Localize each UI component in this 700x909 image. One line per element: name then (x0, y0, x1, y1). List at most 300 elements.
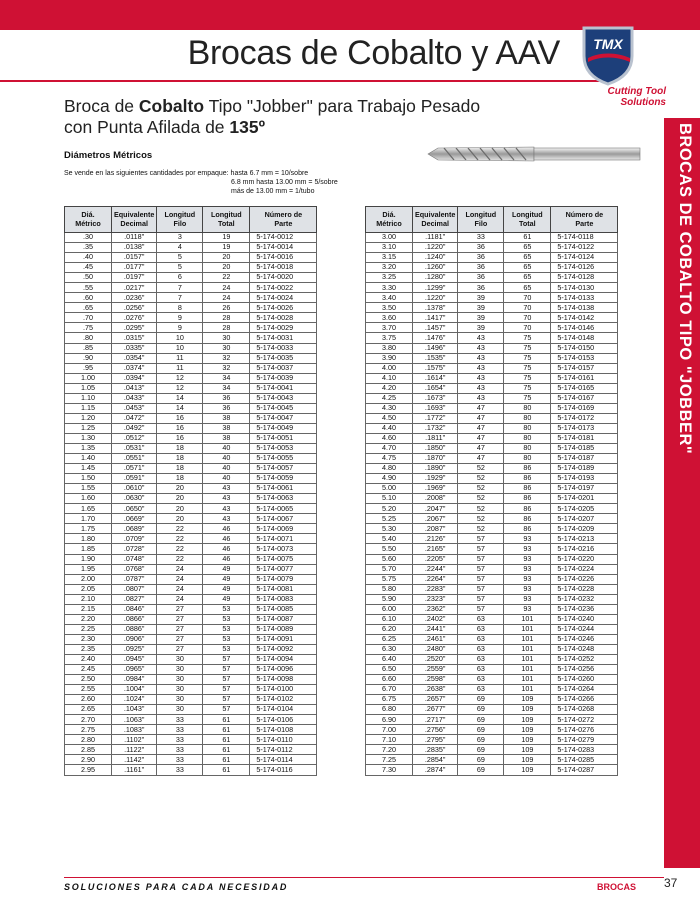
table-cell: 5-174-0161 (551, 373, 618, 383)
table-cell: 5-174-0272 (551, 715, 618, 725)
table-cell: 5-174-0049 (250, 423, 317, 433)
table-cell: 5-174-0098 (250, 675, 317, 685)
table-cell: 5-174-0201 (551, 494, 618, 504)
table-cell: .0630" (112, 494, 157, 504)
table-cell: 5-174-0116 (250, 765, 317, 775)
table-cell: .0453" (112, 403, 157, 413)
page-number: 37 (664, 876, 678, 890)
table-row (366, 363, 618, 373)
column-header (250, 207, 317, 233)
table-cell: 3.60 (366, 313, 413, 323)
table-cell: 93 (504, 584, 551, 594)
table-cell: 20 (157, 504, 203, 514)
table-row (366, 735, 618, 745)
table-cell: .0276" (112, 313, 157, 323)
column-header-line: Equivalente (114, 210, 155, 219)
table-row (366, 443, 618, 453)
table-cell: 5-174-0264 (551, 685, 618, 695)
table-cell: .2559" (413, 665, 458, 675)
table-cell: 30 (157, 675, 203, 685)
table-cell: 57 (203, 685, 250, 695)
column-header-line: Longitud (511, 210, 543, 219)
table-cell: 69 (458, 745, 504, 755)
table-row (65, 584, 317, 594)
column-header (65, 207, 112, 233)
table-cell: 46 (203, 534, 250, 544)
table-cell: 5.10 (366, 494, 413, 504)
table-row (65, 514, 317, 524)
table-cell: 5-174-0236 (551, 604, 618, 614)
table-cell: 7 (157, 283, 203, 293)
table-cell: .0591" (112, 474, 157, 484)
table-cell: 4.90 (366, 474, 413, 484)
table-cell: 5-174-0146 (551, 323, 618, 333)
table-row (366, 233, 618, 243)
table-cell: 61 (203, 715, 250, 725)
table-cell: 65 (504, 253, 551, 263)
table-cell: 5-174-0071 (250, 534, 317, 544)
table-row (65, 634, 317, 644)
table-cell: 14 (157, 393, 203, 403)
table-cell: 39 (458, 323, 504, 333)
table-cell: 5-174-0067 (250, 514, 317, 524)
table-cell: 30 (157, 665, 203, 675)
table-cell: .1299" (413, 283, 458, 293)
table-cell: 2.10 (65, 594, 112, 604)
table-cell: 22 (203, 273, 250, 283)
table-cell: .1220" (413, 243, 458, 253)
table-cell: 5-174-0124 (551, 253, 618, 263)
product-title-part: con Punta Afilada de (64, 117, 230, 137)
table-cell: 5-174-0083 (250, 594, 317, 604)
table-row (65, 654, 317, 664)
table-row (366, 413, 618, 423)
column-header-line: Filo (173, 218, 187, 228)
table-cell: 61 (203, 765, 250, 775)
table-cell: .1181" (413, 233, 458, 243)
title-divider (0, 80, 604, 82)
table-cell: 63 (458, 654, 504, 664)
table-row (366, 665, 618, 675)
table-row (65, 735, 317, 745)
table-cell: 4.60 (366, 433, 413, 443)
table-cell: 65 (504, 263, 551, 273)
table-cell: 80 (504, 413, 551, 423)
table-cell: 5.50 (366, 544, 413, 554)
table-row (366, 293, 618, 303)
table-cell: 43 (203, 484, 250, 494)
table-cell: 5-174-0112 (250, 745, 317, 755)
table-cell: 57 (203, 705, 250, 715)
table-cell: .1417" (413, 313, 458, 323)
table-row (366, 584, 618, 594)
table-cell: 69 (458, 725, 504, 735)
table-cell: .0669" (112, 514, 157, 524)
table-cell: 5-174-0268 (551, 705, 618, 715)
table-cell: 1.05 (65, 383, 112, 393)
table-cell: 12 (157, 383, 203, 393)
table-cell: 3.70 (366, 323, 413, 333)
product-title-bold: Cobalto (138, 96, 205, 116)
table-cell: .0197" (112, 273, 157, 283)
table-cell: 5-174-0094 (250, 654, 317, 664)
table-cell: 1.75 (65, 524, 112, 534)
table-cell: 5-174-0026 (250, 303, 317, 313)
table-cell: .0394" (112, 373, 157, 383)
table-cell: .35 (65, 243, 112, 253)
table-cell: .2047" (413, 504, 458, 514)
table-cell: .95 (65, 363, 112, 373)
table-row (65, 353, 317, 363)
table-row (65, 454, 317, 464)
column-header (366, 207, 413, 233)
table-cell: 75 (504, 393, 551, 403)
table-cell: 5-174-0167 (551, 393, 618, 403)
table-cell: 5-174-0069 (250, 524, 317, 534)
table-cell: .1732" (413, 423, 458, 433)
table-cell: .90 (65, 353, 112, 363)
table-cell: 16 (157, 413, 203, 423)
product-angle: 135º (229, 117, 265, 137)
table-cell: 5-174-0055 (250, 454, 317, 464)
column-header-line: Parte (274, 218, 293, 228)
table-cell: .1457" (413, 323, 458, 333)
table-cell: 70 (504, 293, 551, 303)
table-cell: .0512" (112, 433, 157, 443)
table-cell: .2244" (413, 564, 458, 574)
table-cell: 43 (458, 353, 504, 363)
table-cell: 10 (157, 343, 203, 353)
footer-divider (64, 877, 664, 878)
table-cell: .0827" (112, 594, 157, 604)
table-cell: .0610" (112, 484, 157, 494)
table-cell: 30 (203, 343, 250, 353)
table-cell: 69 (458, 735, 504, 745)
table-cell: 5-174-0142 (551, 313, 618, 323)
table-row (65, 303, 317, 313)
table-cell: 5-174-0073 (250, 544, 317, 554)
table-cell: .2067" (413, 514, 458, 524)
table-cell: .0571" (112, 464, 157, 474)
table-cell: .75 (65, 323, 112, 333)
table-cell: 57 (203, 675, 250, 685)
table-row (65, 233, 317, 243)
column-header-line: Longitud (164, 210, 196, 219)
table-row (65, 594, 317, 604)
table-cell: 5-174-0207 (551, 514, 618, 524)
table-cell: 43 (458, 383, 504, 393)
table-cell: 27 (157, 624, 203, 634)
column-header-line: Decimal (421, 218, 449, 228)
table-cell: 61 (203, 725, 250, 735)
logo-tagline (566, 86, 666, 108)
table-cell: 5-174-0256 (551, 665, 618, 675)
table-cell: 3.40 (366, 293, 413, 303)
table-row (366, 353, 618, 363)
table-cell: .1535" (413, 353, 458, 363)
table-cell: .1004" (112, 685, 157, 695)
table-row (65, 443, 317, 453)
table-cell: .1890" (413, 464, 458, 474)
table-cell: 86 (504, 514, 551, 524)
table-cell: 93 (504, 544, 551, 554)
table-cell: .0177" (112, 263, 157, 273)
table-row (366, 534, 618, 544)
table-cell: 2.55 (65, 685, 112, 695)
table-cell: .0551" (112, 454, 157, 464)
table-cell: 4.75 (366, 454, 413, 464)
table-cell: .1260" (413, 263, 458, 273)
table-row (65, 644, 317, 654)
footer-slogan: SOLUCIONES PARA CADA NECESIDAD (64, 882, 289, 892)
footer-section-label: BROCAS (597, 882, 637, 892)
table-cell: 18 (157, 454, 203, 464)
table-row (65, 263, 317, 273)
table-cell: 16 (157, 423, 203, 433)
table-cell: 109 (504, 765, 551, 775)
table-cell: 57 (203, 695, 250, 705)
table-row (65, 665, 317, 675)
table-cell: 63 (458, 644, 504, 654)
column-header-line: Decimal (120, 218, 148, 228)
table-row (366, 253, 618, 263)
table-cell: 49 (203, 594, 250, 604)
table-cell: 5-174-0240 (551, 614, 618, 624)
table-cell: 24 (203, 293, 250, 303)
table-cell: 5-174-0285 (551, 755, 618, 765)
table-cell: 63 (458, 685, 504, 695)
table-row (65, 564, 317, 574)
table-cell: 57 (203, 654, 250, 664)
table-cell: .2874" (413, 765, 458, 775)
table-cell: 6.30 (366, 644, 413, 654)
table-cell: .1024" (112, 695, 157, 705)
table-cell: 101 (504, 685, 551, 695)
table-cell: 5-174-0181 (551, 433, 618, 443)
table-cell: 27 (157, 604, 203, 614)
table-body (65, 233, 317, 776)
column-header-line: Total (519, 218, 536, 228)
table-cell: 5-174-0133 (551, 293, 618, 303)
table-cell: 2.80 (65, 735, 112, 745)
table-row (366, 454, 618, 464)
table-cell: 11 (157, 363, 203, 373)
table-cell: 2.15 (65, 604, 112, 614)
drill-table-right (365, 206, 618, 776)
table-cell: .2087" (413, 524, 458, 534)
table-cell: 70 (504, 323, 551, 333)
column-header-line: Longitud (210, 210, 242, 219)
table-cell: .0492" (112, 423, 157, 433)
table-cell: .1850" (413, 443, 458, 453)
table-cell: 5-174-0248 (551, 644, 618, 654)
table-cell: 63 (458, 614, 504, 624)
column-header (157, 207, 203, 233)
table-row (366, 594, 618, 604)
table-cell: 36 (203, 393, 250, 403)
table-cell: 22 (157, 544, 203, 554)
table-cell: 1.95 (65, 564, 112, 574)
table-cell: 33 (157, 725, 203, 735)
table-cell: 5-174-0104 (250, 705, 317, 715)
table-cell: 2.40 (65, 654, 112, 664)
table-cell: 52 (458, 514, 504, 524)
table-cell: 27 (157, 634, 203, 644)
table-cell: 69 (458, 755, 504, 765)
table-row (65, 283, 317, 293)
table-row (366, 675, 618, 685)
table-cell: 3.15 (366, 253, 413, 263)
packaging-line-3: más de 13.00 mm = 1/tubo (231, 188, 315, 195)
table-cell: 5-174-0118 (551, 233, 618, 243)
table-cell: .0906" (112, 634, 157, 644)
table-cell: 5-174-0018 (250, 263, 317, 273)
table-row (366, 695, 618, 705)
table-cell: 5 (157, 263, 203, 273)
table-cell: 43 (203, 514, 250, 524)
table-row (65, 705, 317, 715)
table-cell: 3 (157, 233, 203, 243)
table-cell: 20 (157, 484, 203, 494)
table-row (366, 705, 618, 715)
table-cell: 19 (203, 233, 250, 243)
table-cell: .1772" (413, 413, 458, 423)
table-row (65, 765, 317, 775)
table-cell: 4.25 (366, 393, 413, 403)
table-cell: .1811" (413, 433, 458, 443)
table-cell: 36 (458, 253, 504, 263)
table-cell: 46 (203, 544, 250, 554)
table-cell: 1.00 (65, 373, 112, 383)
table-cell: .1614" (413, 373, 458, 383)
table-cell: 3.30 (366, 283, 413, 293)
table-cell: 7.20 (366, 745, 413, 755)
table-cell: 34 (203, 383, 250, 393)
table-row (366, 383, 618, 393)
table-cell: 1.45 (65, 464, 112, 474)
table-cell: 36 (458, 263, 504, 273)
table-cell: 1.85 (65, 544, 112, 554)
table-cell: 5 (157, 253, 203, 263)
table-cell: 7.30 (366, 765, 413, 775)
table-cell: 75 (504, 333, 551, 343)
table-row (366, 263, 618, 273)
table-cell: 5-174-0096 (250, 665, 317, 675)
table-cell: 4.00 (366, 363, 413, 373)
table-cell: 61 (203, 735, 250, 745)
table-cell: 53 (203, 644, 250, 654)
table-cell: .2480" (413, 644, 458, 654)
table-cell: 47 (458, 433, 504, 443)
table-cell: 43 (458, 333, 504, 343)
tagline-line-1: Cutting Tool (607, 86, 666, 97)
table-row (65, 373, 317, 383)
table-cell: 5.30 (366, 524, 413, 534)
table-cell: 4.20 (366, 383, 413, 393)
table-cell: .2598" (413, 675, 458, 685)
table-cell: .2854" (413, 755, 458, 765)
table-cell: .0984" (112, 675, 157, 685)
table-cell: .2441" (413, 624, 458, 634)
table-cell: 2.25 (65, 624, 112, 634)
table-cell: 5-174-0087 (250, 614, 317, 624)
table-cell: .0256" (112, 303, 157, 313)
table-cell: 40 (203, 474, 250, 484)
table-cell: 80 (504, 403, 551, 413)
table-cell: 33 (157, 715, 203, 725)
table-cell: 5-174-0102 (250, 695, 317, 705)
table-cell: 5-174-0081 (250, 584, 317, 594)
table-cell: 2.75 (65, 725, 112, 735)
table-cell: 26 (203, 303, 250, 313)
table-cell: 86 (504, 464, 551, 474)
table-cell: 75 (504, 343, 551, 353)
table-cell: 52 (458, 494, 504, 504)
table-row (65, 293, 317, 303)
table-cell: 4.80 (366, 464, 413, 474)
table-cell: 39 (458, 293, 504, 303)
table-cell: 1.55 (65, 484, 112, 494)
table-cell: 5-174-0260 (551, 675, 618, 685)
table-cell: .65 (65, 303, 112, 313)
table-row (65, 433, 317, 443)
table-cell: .1063" (112, 715, 157, 725)
table-cell: .0886" (112, 624, 157, 634)
table-cell: 27 (157, 614, 203, 624)
table-header-row (366, 207, 618, 233)
table-cell: 1.40 (65, 454, 112, 464)
table-cell: 5-174-0079 (250, 574, 317, 584)
table-cell: 5-174-0057 (250, 464, 317, 474)
table-cell: .0728" (112, 544, 157, 554)
column-header (504, 207, 551, 233)
table-cell: 86 (504, 494, 551, 504)
table-cell: 6.80 (366, 705, 413, 715)
table-cell: .85 (65, 343, 112, 353)
table-cell: 65 (504, 273, 551, 283)
table-row (366, 494, 618, 504)
table-cell: .1693" (413, 403, 458, 413)
table-cell: 5-174-0150 (551, 343, 618, 353)
tmx-logo (576, 22, 640, 86)
table-cell: 69 (458, 695, 504, 705)
table-cell: .0531" (112, 443, 157, 453)
table-cell: 18 (157, 474, 203, 484)
table-cell: .0866" (112, 614, 157, 624)
column-header (551, 207, 618, 233)
table-cell: .1280" (413, 273, 458, 283)
table-cell: .0945" (112, 654, 157, 664)
table-cell: 19 (203, 243, 250, 253)
table-cell: .2520" (413, 654, 458, 664)
table-cell: 32 (203, 353, 250, 363)
column-header-line: Longitud (465, 210, 497, 219)
column-header-line: Número de (264, 210, 303, 219)
table-cell: .2717" (413, 715, 458, 725)
table-cell: 5-174-0228 (551, 584, 618, 594)
table-cell: 93 (504, 604, 551, 614)
table-cell: .2126" (413, 534, 458, 544)
packaging-line-2: 6.8 mm hasta 13.00 mm = 5/sobre (231, 179, 338, 186)
table-cell: 3.50 (366, 303, 413, 313)
table-cell: 53 (203, 614, 250, 624)
table-row (366, 604, 618, 614)
table-cell: 5.20 (366, 504, 413, 514)
table-cell: 5-174-0039 (250, 373, 317, 383)
table-cell: 2.30 (65, 634, 112, 644)
table-cell: 5-174-0122 (551, 243, 618, 253)
table-row (366, 243, 618, 253)
